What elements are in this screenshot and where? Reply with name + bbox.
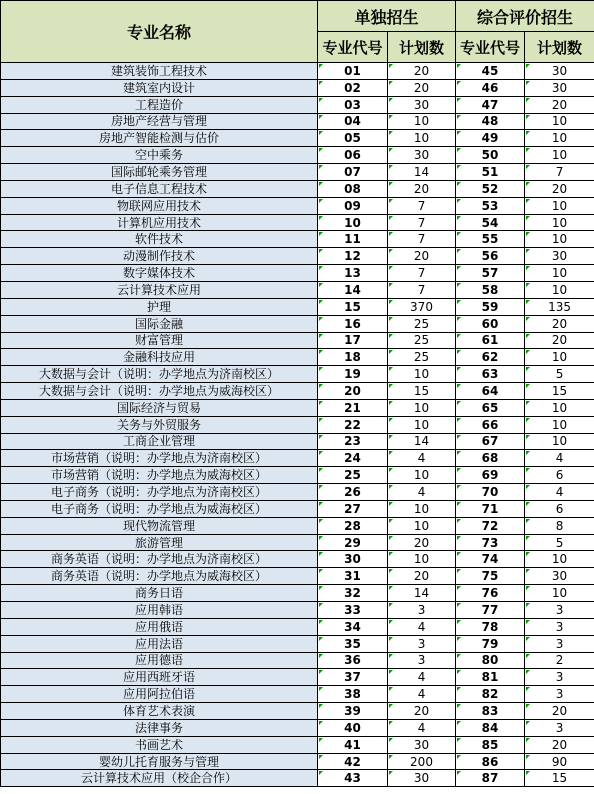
major-name-cell: 应用韩语 — [1, 602, 318, 619]
single-count-cell: 370 — [388, 298, 456, 315]
table-row — [1, 416, 594, 433]
single-count-cell: 7 — [388, 265, 456, 282]
single-code-cell: 17 — [318, 332, 388, 349]
comprehensive-count-cell: 10 — [525, 399, 594, 416]
major-name-cell: 电子商务（说明：办学地点为济南校区） — [1, 484, 318, 501]
table-row — [1, 467, 594, 484]
table-row — [1, 450, 594, 467]
comprehensive-count-cell: 3 — [525, 635, 594, 652]
comprehensive-code-cell: 75 — [456, 568, 525, 585]
table-row — [1, 265, 594, 282]
comprehensive-count-cell: 15 — [525, 383, 594, 400]
table-row — [1, 79, 594, 96]
comprehensive-count-cell: 30 — [525, 248, 594, 265]
comprehensive-count-cell: 20 — [525, 315, 594, 332]
single-code-cell: 30 — [318, 551, 388, 568]
single-count-cell: 10 — [388, 366, 456, 383]
single-count-cell: 7 — [388, 197, 456, 214]
table-row — [1, 517, 594, 534]
single-count-cell: 10 — [388, 113, 456, 130]
major-name-cell: 大数据与会计（说明：办学地点为威海校区） — [1, 383, 318, 400]
comprehensive-count-cell: 7 — [525, 164, 594, 181]
comprehensive-code-cell: 45 — [456, 63, 525, 80]
major-name-cell: 数字媒体技术 — [1, 265, 318, 282]
single-code-cell: 38 — [318, 686, 388, 703]
single-count-cell: 10 — [388, 517, 456, 534]
single-code-cell: 05 — [318, 130, 388, 147]
single-code-cell: 14 — [318, 281, 388, 298]
single-code-cell: 01 — [318, 63, 388, 80]
single-code-cell: 25 — [318, 467, 388, 484]
comprehensive-code-cell: 82 — [456, 686, 525, 703]
table-row — [1, 753, 594, 770]
comprehensive-count-cell: 6 — [525, 500, 594, 517]
single-code-cell: 42 — [318, 753, 388, 770]
single-code-cell: 34 — [318, 618, 388, 635]
major-name-cell: 云计算技术应用（校企合作） — [1, 770, 318, 787]
major-name-cell: 软件技术 — [1, 231, 318, 248]
comprehensive-code-cell: 80 — [456, 652, 525, 669]
comprehensive-code-cell: 70 — [456, 484, 525, 501]
comprehensive-code-cell: 46 — [456, 79, 525, 96]
major-name-cell: 房地产智能检测与估价 — [1, 130, 318, 147]
table-row — [1, 164, 594, 181]
single-code-cell: 13 — [318, 265, 388, 282]
comprehensive-code-cell: 77 — [456, 602, 525, 619]
table-row — [1, 399, 594, 416]
comprehensive-code-cell: 74 — [456, 551, 525, 568]
table-row — [1, 231, 594, 248]
comprehensive-count-cell: 30 — [525, 568, 594, 585]
table-row — [1, 147, 594, 164]
comprehensive-code-cell: 87 — [456, 770, 525, 787]
single-code-cell: 02 — [318, 79, 388, 96]
comprehensive-code-cell: 83 — [456, 703, 525, 720]
single-count-cell: 10 — [388, 551, 456, 568]
table-row — [1, 686, 594, 703]
single-code-cell: 07 — [318, 164, 388, 181]
comprehensive-code-cell: 76 — [456, 585, 525, 602]
single-code-cell: 12 — [318, 248, 388, 265]
table-row — [1, 500, 594, 517]
comprehensive-count-cell: 10 — [525, 147, 594, 164]
comprehensive-count-cell: 10 — [525, 197, 594, 214]
comprehensive-code-cell: 84 — [456, 719, 525, 736]
major-name-cell: 物联网应用技术 — [1, 197, 318, 214]
single-code-cell: 03 — [318, 96, 388, 113]
comprehensive-count-cell: 5 — [525, 534, 594, 551]
comprehensive-code-cell: 56 — [456, 248, 525, 265]
single-code-cell: 31 — [318, 568, 388, 585]
comprehensive-count-cell: 3 — [525, 602, 594, 619]
comprehensive-count-cell: 20 — [525, 703, 594, 720]
comprehensive-count-cell: 10 — [525, 265, 594, 282]
single-count-cell: 7 — [388, 214, 456, 231]
comprehensive-count-cell: 10 — [525, 349, 594, 366]
comprehensive-count-cell: 10 — [525, 113, 594, 130]
table-row — [1, 349, 594, 366]
major-name-cell: 工程造价 — [1, 96, 318, 113]
header-major-name: 专业名称 — [1, 1, 318, 63]
comprehensive-count-cell: 8 — [525, 517, 594, 534]
comprehensive-code-cell: 61 — [456, 332, 525, 349]
table-row — [1, 197, 594, 214]
major-name-cell: 云计算技术应用 — [1, 281, 318, 298]
comprehensive-code-cell: 72 — [456, 517, 525, 534]
comprehensive-count-cell: 2 — [525, 652, 594, 669]
table-row — [1, 652, 594, 669]
table-row — [1, 96, 594, 113]
single-code-cell: 21 — [318, 399, 388, 416]
table-row — [1, 315, 594, 332]
single-code-cell: 22 — [318, 416, 388, 433]
comprehensive-code-cell: 54 — [456, 214, 525, 231]
comprehensive-code-cell: 85 — [456, 736, 525, 753]
single-count-cell: 20 — [388, 180, 456, 197]
major-name-cell: 建筑室内设计 — [1, 79, 318, 96]
single-count-cell: 4 — [388, 618, 456, 635]
single-count-cell: 3 — [388, 602, 456, 619]
table-row — [1, 635, 594, 652]
comprehensive-count-cell: 4 — [525, 450, 594, 467]
table-row — [1, 736, 594, 753]
table-row — [1, 130, 594, 147]
major-name-cell: 电子商务（说明：办学地点为威海校区） — [1, 500, 318, 517]
single-count-cell: 14 — [388, 433, 456, 450]
major-name-cell: 应用西班牙语 — [1, 669, 318, 686]
comprehensive-count-cell: 10 — [525, 214, 594, 231]
major-name-cell: 动漫制作技术 — [1, 248, 318, 265]
comprehensive-code-cell: 59 — [456, 298, 525, 315]
single-code-cell: 18 — [318, 349, 388, 366]
single-count-cell: 10 — [388, 500, 456, 517]
major-name-cell: 关务与外贸服务 — [1, 416, 318, 433]
comprehensive-count-cell: 10 — [525, 281, 594, 298]
comprehensive-count-cell: 30 — [525, 79, 594, 96]
single-code-cell: 20 — [318, 383, 388, 400]
comprehensive-code-cell: 66 — [456, 416, 525, 433]
single-code-cell: 10 — [318, 214, 388, 231]
comprehensive-count-cell: 20 — [525, 736, 594, 753]
table-row — [1, 248, 594, 265]
header-comprehensive-enrollment: 综合评价招生 — [456, 1, 594, 32]
single-count-cell: 200 — [388, 753, 456, 770]
major-name-cell: 应用德语 — [1, 652, 318, 669]
comprehensive-code-cell: 47 — [456, 96, 525, 113]
header-single-count: 计划数 — [388, 32, 456, 63]
major-name-cell: 现代物流管理 — [1, 517, 318, 534]
major-name-cell: 婴幼儿托育服务与管理 — [1, 753, 318, 770]
single-code-cell: 40 — [318, 719, 388, 736]
single-code-cell: 39 — [318, 703, 388, 720]
comprehensive-count-cell: 20 — [525, 96, 594, 113]
single-count-cell: 30 — [388, 147, 456, 164]
major-name-cell: 国际邮轮乘务管理 — [1, 164, 318, 181]
comprehensive-code-cell: 48 — [456, 113, 525, 130]
comprehensive-code-cell: 67 — [456, 433, 525, 450]
single-count-cell: 7 — [388, 281, 456, 298]
comprehensive-code-cell: 57 — [456, 265, 525, 282]
major-name-cell: 应用俄语 — [1, 618, 318, 635]
major-name-cell: 市场营销（说明：办学地点为济南校区） — [1, 450, 318, 467]
single-code-cell: 37 — [318, 669, 388, 686]
single-code-cell: 32 — [318, 585, 388, 602]
major-name-cell: 计算机应用技术 — [1, 214, 318, 231]
comprehensive-count-cell: 3 — [525, 719, 594, 736]
single-code-cell: 08 — [318, 180, 388, 197]
single-count-cell: 14 — [388, 585, 456, 602]
single-count-cell: 30 — [388, 736, 456, 753]
header-row-groups — [1, 1, 594, 32]
single-code-cell: 15 — [318, 298, 388, 315]
single-code-cell: 41 — [318, 736, 388, 753]
comprehensive-count-cell: 5 — [525, 366, 594, 383]
single-code-cell: 04 — [318, 113, 388, 130]
table-body — [1, 63, 594, 787]
single-count-cell: 15 — [388, 383, 456, 400]
comprehensive-count-cell: 10 — [525, 551, 594, 568]
comprehensive-count-cell: 6 — [525, 467, 594, 484]
comprehensive-code-cell: 63 — [456, 366, 525, 383]
comprehensive-code-cell: 49 — [456, 130, 525, 147]
comprehensive-code-cell: 81 — [456, 669, 525, 686]
single-code-cell: 29 — [318, 534, 388, 551]
header-comprehensive-code: 专业代号 — [456, 32, 525, 63]
single-count-cell: 25 — [388, 349, 456, 366]
major-name-cell: 市场营销（说明：办学地点为威海校区） — [1, 467, 318, 484]
table-row — [1, 703, 594, 720]
single-count-cell: 20 — [388, 703, 456, 720]
table-row — [1, 551, 594, 568]
single-count-cell: 30 — [388, 96, 456, 113]
header-single-code: 专业代号 — [318, 32, 388, 63]
table-row — [1, 332, 594, 349]
table-row — [1, 534, 594, 551]
comprehensive-code-cell: 86 — [456, 753, 525, 770]
table-row — [1, 770, 594, 787]
single-code-cell: 27 — [318, 500, 388, 517]
single-count-cell: 3 — [388, 635, 456, 652]
major-name-cell: 护理 — [1, 298, 318, 315]
major-name-cell: 空中乘务 — [1, 147, 318, 164]
comprehensive-code-cell: 69 — [456, 467, 525, 484]
comprehensive-code-cell: 78 — [456, 618, 525, 635]
single-count-cell: 10 — [388, 130, 456, 147]
table-row — [1, 298, 594, 315]
table-row — [1, 433, 594, 450]
major-name-cell: 财富管理 — [1, 332, 318, 349]
table-row — [1, 719, 594, 736]
major-name-cell: 应用阿拉伯语 — [1, 686, 318, 703]
table-row — [1, 383, 594, 400]
single-count-cell: 25 — [388, 332, 456, 349]
single-code-cell: 36 — [318, 652, 388, 669]
single-code-cell: 33 — [318, 602, 388, 619]
comprehensive-code-cell: 62 — [456, 349, 525, 366]
comprehensive-code-cell: 73 — [456, 534, 525, 551]
single-count-cell: 20 — [388, 79, 456, 96]
single-count-cell: 4 — [388, 450, 456, 467]
major-name-cell: 法律事务 — [1, 719, 318, 736]
comprehensive-code-cell: 55 — [456, 231, 525, 248]
single-count-cell: 10 — [388, 399, 456, 416]
major-name-cell: 体育艺术表演 — [1, 703, 318, 720]
table-row — [1, 113, 594, 130]
table-row — [1, 214, 594, 231]
single-count-cell: 25 — [388, 315, 456, 332]
comprehensive-count-cell: 20 — [525, 332, 594, 349]
comprehensive-count-cell: 30 — [525, 63, 594, 80]
single-count-cell: 20 — [388, 534, 456, 551]
single-count-cell: 20 — [388, 248, 456, 265]
major-name-cell: 旅游管理 — [1, 534, 318, 551]
single-count-cell: 20 — [388, 568, 456, 585]
single-count-cell: 20 — [388, 63, 456, 80]
comprehensive-count-cell: 135 — [525, 298, 594, 315]
comprehensive-count-cell: 10 — [525, 416, 594, 433]
major-name-cell: 书画艺术 — [1, 736, 318, 753]
comprehensive-code-cell: 53 — [456, 197, 525, 214]
major-name-cell: 商务日语 — [1, 585, 318, 602]
major-name-cell: 应用法语 — [1, 635, 318, 652]
single-code-cell: 19 — [318, 366, 388, 383]
comprehensive-count-cell: 20 — [525, 180, 594, 197]
single-count-cell: 4 — [388, 719, 456, 736]
comprehensive-code-cell: 60 — [456, 315, 525, 332]
major-name-cell: 金融科技应用 — [1, 349, 318, 366]
table-row — [1, 602, 594, 619]
table-row — [1, 63, 594, 80]
major-name-cell: 国际金融 — [1, 315, 318, 332]
single-count-cell: 4 — [388, 686, 456, 703]
comprehensive-code-cell: 68 — [456, 450, 525, 467]
single-code-cell: 26 — [318, 484, 388, 501]
comprehensive-count-cell: 3 — [525, 686, 594, 703]
comprehensive-count-cell: 10 — [525, 585, 594, 602]
comprehensive-count-cell: 90 — [525, 753, 594, 770]
comprehensive-count-cell: 3 — [525, 618, 594, 635]
single-code-cell: 43 — [318, 770, 388, 787]
single-code-cell: 35 — [318, 635, 388, 652]
single-code-cell: 09 — [318, 197, 388, 214]
single-code-cell: 11 — [318, 231, 388, 248]
major-name-cell: 房地产经营与管理 — [1, 113, 318, 130]
single-count-cell: 4 — [388, 484, 456, 501]
comprehensive-code-cell: 51 — [456, 164, 525, 181]
comprehensive-count-cell: 3 — [525, 669, 594, 686]
table-row — [1, 484, 594, 501]
table-row — [1, 366, 594, 383]
table-row — [1, 618, 594, 635]
single-count-cell: 10 — [388, 467, 456, 484]
comprehensive-count-cell: 4 — [525, 484, 594, 501]
comprehensive-code-cell: 58 — [456, 281, 525, 298]
table-row — [1, 568, 594, 585]
single-count-cell: 10 — [388, 416, 456, 433]
major-name-cell: 商务英语（说明：办学地点为威海校区） — [1, 568, 318, 585]
single-count-cell: 4 — [388, 669, 456, 686]
major-name-cell: 工商企业管理 — [1, 433, 318, 450]
single-code-cell: 06 — [318, 147, 388, 164]
single-code-cell: 28 — [318, 517, 388, 534]
single-count-cell: 14 — [388, 164, 456, 181]
table-row — [1, 281, 594, 298]
single-code-cell: 16 — [318, 315, 388, 332]
table-row — [1, 669, 594, 686]
comprehensive-code-cell: 65 — [456, 399, 525, 416]
major-name-cell: 建筑装饰工程技术 — [1, 63, 318, 80]
header-single-enrollment: 单独招生 — [318, 1, 456, 32]
comprehensive-count-cell: 10 — [525, 130, 594, 147]
major-name-cell: 大数据与会计（说明：办学地点为济南校区） — [1, 366, 318, 383]
single-count-cell: 7 — [388, 231, 456, 248]
major-name-cell: 国际经济与贸易 — [1, 399, 318, 416]
single-count-cell: 3 — [388, 652, 456, 669]
comprehensive-code-cell: 79 — [456, 635, 525, 652]
major-name-cell: 电子信息工程技术 — [1, 180, 318, 197]
comprehensive-count-cell: 15 — [525, 770, 594, 787]
single-code-cell: 24 — [318, 450, 388, 467]
single-code-cell: 23 — [318, 433, 388, 450]
table-row — [1, 180, 594, 197]
comprehensive-code-cell: 50 — [456, 147, 525, 164]
comprehensive-code-cell: 52 — [456, 180, 525, 197]
major-name-cell: 商务英语（说明：办学地点为济南校区） — [1, 551, 318, 568]
single-count-cell: 30 — [388, 770, 456, 787]
comprehensive-code-cell: 64 — [456, 383, 525, 400]
comprehensive-count-cell: 10 — [525, 433, 594, 450]
header-comprehensive-count: 计划数 — [525, 32, 594, 63]
table-row — [1, 585, 594, 602]
comprehensive-code-cell: 71 — [456, 500, 525, 517]
comprehensive-count-cell: 10 — [525, 231, 594, 248]
